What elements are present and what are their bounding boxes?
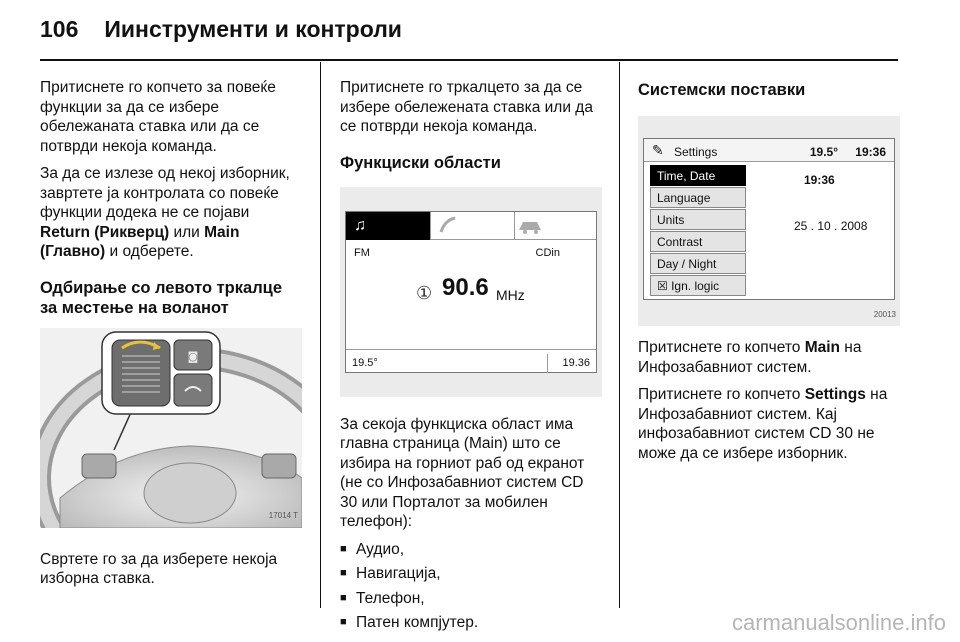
- menu-item-time-date[interactable]: Time, Date: [650, 165, 746, 186]
- paragraph: За секоја функциска област има главна страница (Main) што се избира на горниот раб од екранот (не со Инфозабавниот систем CD 30 или Порталот за мобилен телефон):: [340, 415, 585, 530]
- settings-display: [643, 138, 895, 300]
- source-right: CDin: [535, 246, 560, 259]
- music-note-icon: ♫: [354, 216, 366, 234]
- menu-item-day-night[interactable]: Day / Night: [650, 253, 746, 274]
- list-item: ■ Телефон,: [340, 589, 602, 609]
- settings-keyword: Settings: [804, 386, 866, 403]
- paragraph: За да се излезе од некој изборник, завртете ја контролата со повеќе функции додека не се појави Return (Рикверц) или Main (Главно) и одберете.: [40, 165, 290, 260]
- preset-number: ①: [416, 282, 433, 303]
- page-number: 106: [40, 16, 79, 42]
- main-keyword: Main: [804, 339, 840, 356]
- car-icon: [515, 212, 597, 240]
- steering-wheel-figure: [40, 328, 302, 528]
- column-middle: [340, 78, 602, 638]
- settings-temperature: 19.5°: [809, 145, 838, 159]
- time-value: 19:36: [804, 173, 835, 187]
- column-right: [638, 78, 900, 471]
- date-value: 25 . 10 . 2008: [794, 219, 868, 233]
- frequency-unit: MHz: [496, 286, 525, 303]
- settings-screen-figure: [638, 116, 900, 326]
- figure-code: 20013: [873, 309, 896, 319]
- menu-item-ign-logic[interactable]: ☒ Ign. logic: [650, 275, 746, 296]
- paragraph: Притиснете го копчето Main на Инфозабавниот систем.: [638, 339, 862, 376]
- list-item: ■ Аудио,: [340, 540, 602, 560]
- settings-icon: ✎: [652, 142, 664, 158]
- tab-vehicle: [514, 212, 596, 240]
- clock: 19.36: [547, 354, 590, 374]
- section-heading: Функциски области: [340, 153, 501, 172]
- page-title: Иинструменти и контроли: [104, 16, 402, 42]
- tab-audio: [346, 212, 430, 240]
- list-item: ■ Навигација,: [340, 564, 602, 584]
- column-divider: [619, 62, 620, 608]
- menu-item-language[interactable]: Language: [650, 187, 746, 208]
- header-rule: [40, 59, 898, 61]
- steering-wheel-illustration: [40, 328, 302, 528]
- settings-title-bar: [644, 139, 894, 162]
- settings-title: Settings: [674, 145, 718, 159]
- return-keyword: Return (Рикверц): [40, 223, 170, 241]
- svg-text:◙: ◙: [187, 349, 199, 363]
- section-heading: Одбирање со левото тркалце за местење на воланот: [40, 278, 282, 317]
- page-header: [40, 16, 402, 43]
- column-left: [40, 78, 302, 597]
- menu-item-contrast[interactable]: Contrast: [650, 231, 746, 252]
- watermark: carmanualsonline.info: [731, 610, 946, 635]
- settings-clock: 19:36: [855, 145, 886, 159]
- source-left: FM: [354, 246, 370, 259]
- paragraph: Притиснете го тркалцето за да се избере обележената ставка или да се потврди некоја команда.: [340, 79, 593, 135]
- column-divider: [320, 62, 321, 608]
- phone-icon: [431, 212, 515, 240]
- function-screen-figure: [340, 187, 602, 397]
- menu-item-units[interactable]: Units: [650, 209, 746, 230]
- temperature: 19.5°: [352, 356, 378, 369]
- main-keyword: Main (Главно): [40, 223, 240, 260]
- frequency-value: 90.6: [442, 273, 489, 301]
- display-screen: [345, 211, 597, 373]
- paragraph: Свртете го за да изберете некоја изборна ставка.: [40, 550, 278, 587]
- list-item: ■ Патен компјутер.: [340, 613, 602, 633]
- paragraph: Притиснете го копчето Settings на Инфозабавниот систем. Кај инфозабавниот систем CD 30 не може да се избере изборник.: [638, 386, 888, 462]
- tab-phone: [430, 212, 514, 240]
- status-bar: [346, 349, 596, 372]
- figure-code: 17014 T: [268, 511, 298, 520]
- section-heading: Системски поставки: [638, 81, 806, 99]
- function-area-list: [340, 540, 602, 633]
- paragraph: Притиснете го копчето за повеќе функции за да се избере обележаната ставка или да се потврди некоја команда.: [40, 79, 276, 155]
